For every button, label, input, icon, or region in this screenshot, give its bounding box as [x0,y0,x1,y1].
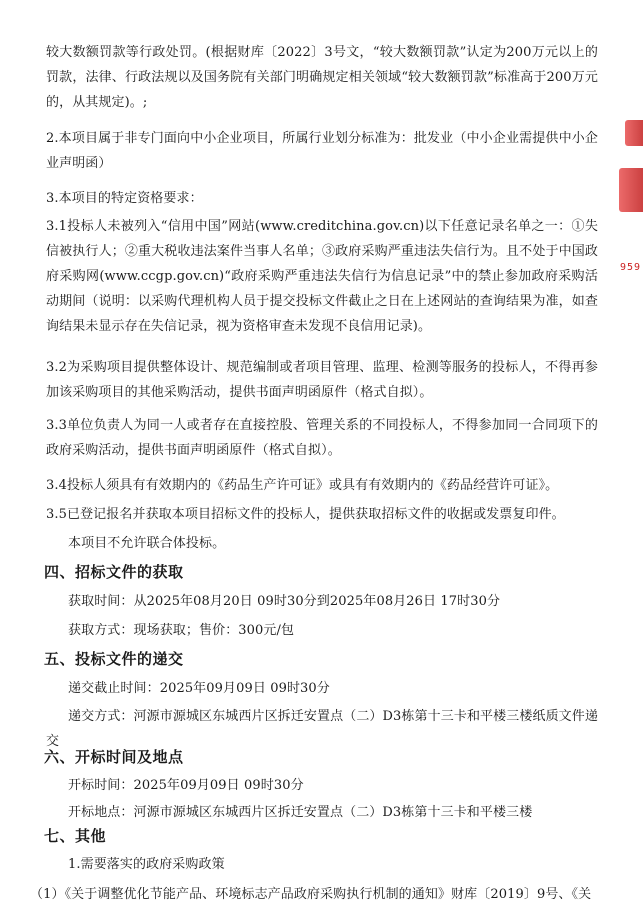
submit-method: 递交方式：河源市源城区东城西片区拆迁安置点（二）D3栋第十三卡和平楼三楼纸质文件递交 [46,709,598,749]
registration-paragraph: 3.5已登记报名并获取本项目招标文件的投标人，提供获取招标文件的收据或发票复印件。 [46,507,565,522]
acquire-time: 获取时间：从2025年08月20日 09时30分到2025年08月26日 17时30分 [68,594,501,609]
acquire-method: 获取方式：现场获取；售价：300元/包 [68,623,295,638]
document-page: 较大数额罚款等行政处罚。(根据财库〔2022〕3号文，“较大数额罚款”认定为200万元以上的罚款，法律、行政法规以及国务院有关部门明确规定相关领域“较大数额罚款”标准高于200万元的，从其规定)。; 2.本项目属于非专门面向中小企业项目，所属行业划分标准为：批发业（中小企业需提供中小企业声明函） 3.本项目的特定资格要求： 3.1投标人未被列入“信用中国”网站(www.creditchina.gov.cn)以下任意记录名单之一：①失信被执行人；②重大税收违法案件当事人名单；③政府采购严重违法失信行为。且不处于中国政府采购网(www.ccgp.gov.cn)“政府采购严重违法失信行为信息记录”中的禁止参加政府采购活动期间（说明：以采购代理机构人员于提交投标文件截止之日在上述网站的查询结果为准，如查询结果未显示存在失信记录，视为资格审查未发现不良信用记录)。 3.2为采购项目提供整体设计、规范编制或者项目管理、监理、检测等服务的投标人，不得再参加该采购项目的其他采购活动，提供书面声明函原件（格式自拟）。 3.3单位负责人为同一人或者存在直接控股、管理关系的不同投标人，不得参加同一合同项下的政府采购活动，提供书面声明函原件（格式自拟）。 3.4投标人须具有有效期内的《药品生产许可证》或具有有效期内的《药品经营许可证》。 3.5已登记报名并获取本项目招标文件的投标人，提供获取招标文件的收据或发票复印件。 本项目不允许联合体投标。 四、招标文件的获取 获取时间：从2025年08月20日 09时30分到2025年08月26日 17时30分 获取方式：现场获取；售价：300元/包 五、投标文件的递交 递交截止时间：2025年09月09日 09时30分 递交方式：河源市源城区东城西片区拆迁安置点（二）D3栋第十三卡和平楼三楼纸质文件递交 六、开标时间及地点 开标时间：2025年09月09日 09时30分 开标地点：河源市源城区东城西片区拆迁安置点（二）D3栋第十三卡和平楼三楼 七、其他 1.需要落实的政府采购政策 （1）《关于调整优化节能产品、环境标志产品政府采购执行机制的通知》财库〔2019〕9号、《关 959 [0,0,643,922]
opening-place: 开标地点：河源市源城区东城西片区拆迁安置点（二）D3栋第十三卡和平楼三楼 [68,805,533,820]
design-service-paragraph: 3.2为采购项目提供整体设计、规范编制或者项目管理、监理、检测等服务的投标人，不得再参加该采购项目的其他采购活动，提供书面声明函原件（格式自拟）。 [46,360,598,400]
section-4-heading: 四、招标文件的获取 [44,563,184,581]
section-7-heading: 七、其他 [44,827,107,845]
section-5-heading: 五、投标文件的递交 [44,650,184,668]
submit-deadline: 递交截止时间：2025年09月09日 09时30分 [68,681,330,696]
penalty-paragraph: 较大数额罚款等行政处罚。(根据财库〔2022〕3号文，“较大数额罚款”认定为200万元以上的罚款，法律、行政法规以及国务院有关部门明确规定相关领域“较大数额罚款”标准高于200万元的，从其规定)。; [46,45,598,110]
opening-time: 开标时间：2025年09月09日 09时30分 [68,778,304,793]
sme-paragraph: 2.本项目属于非专门面向中小企业项目，所属行业划分标准为：批发业（中小企业需提供中小企业声明函） [46,131,598,171]
credit-requirement-paragraph: 3.1投标人未被列入“信用中国”网站(www.creditchina.gov.cn)以下任意记录名单之一：①失信被执行人；②重大税收违法案件当事人名单；③政府采购严重违法失信行为。且不处于中国政府采购网(www.ccgp.gov.cn)“政府采购严重违法失信行为信息记录”中的禁止参加政府采购活动期间（说明：以采购代理机构人员于提交投标文件截止之日在上述网站的查询结果为准，如查询结果未显示存在失信记录，视为资格审查未发现不良信用记录)。 [46,219,598,334]
policy-line: （1）《关于调整优化节能产品、环境标志产品政府采购执行机制的通知》财库〔2019〕9号、《关 [30,887,592,902]
license-paragraph: 3.4投标人须具有有效期内的《药品生产许可证》或具有有效期内的《药品经营许可证》。 [46,478,559,493]
same-owner-paragraph: 3.3单位负责人为同一人或者存在直接控股、管理关系的不同投标人，不得参加同一合同项下的政府采购活动，提供书面声明函原件（格式自拟）。 [46,418,598,458]
qualification-heading: 3.本项目的特定资格要求： [46,191,203,206]
section-6-heading: 六、开标时间及地点 [44,748,184,766]
policy-subheading: 1.需要落实的政府采购政策 [68,857,225,872]
consortium-note: 本项目不允许联合体投标。 [68,536,226,551]
